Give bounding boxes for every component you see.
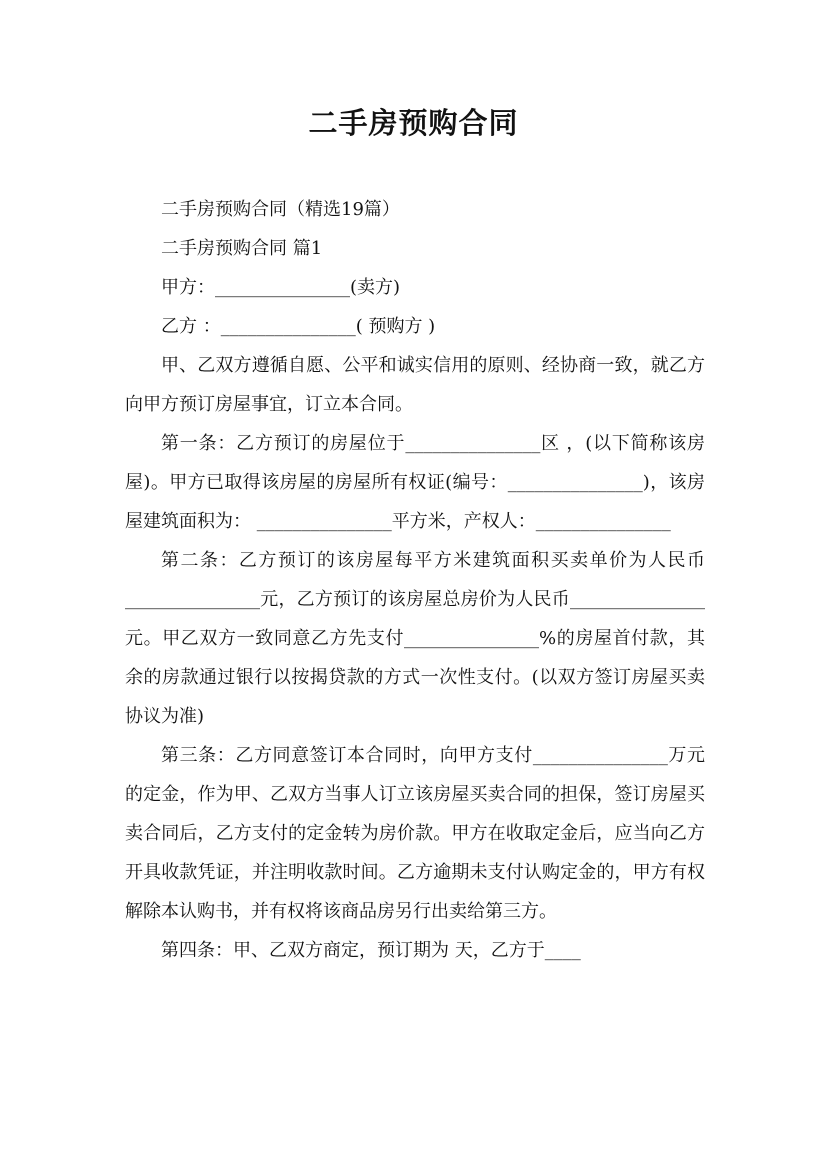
document-title: 二手房预购合同: [308, 106, 519, 140]
paragraph-article-3: 第三条：乙方同意签订本合同时，向甲方支付_______________万元的定金，作为甲、乙双方当事人订立该房屋买卖合同的担保，签订房屋买卖合同后，乙方支付的定金转为房价款。甲方在收取定金后，应当向乙方开具收款凭证，并注明收款时间。乙方逾期未支付认购定金的，甲方有权解除本认购书，并有权将该商品房另行出卖给第三方。: [125, 745, 705, 922]
paragraph-section-title: 二手房预购合同 篇1: [161, 238, 323, 259]
paragraph-party-a: 甲方：_______________(卖方): [161, 277, 401, 298]
paragraph-article-1: 第一条：乙方预订的房屋位于_______________区 ，(以下简称该房屋)。甲方已取得该房屋的房屋所有权证(编号：_______________)，该房屋建筑面积为： _______________平方米，产权人：_______________: [125, 433, 705, 532]
paragraph-party-b: 乙方 ：_______________( 预购方 ): [161, 316, 436, 337]
paragraph-heading: 二手房预购合同（精选19篇）: [161, 199, 400, 220]
paragraph-article-2: 第二条：乙方预订的该房屋每平方米建筑面积买卖单价为人民币_______________元，乙方预订的该房屋总房价为人民币_______________元。甲乙双方一致同意乙方先支付_______________%的房屋首付款，其余的房款通过银行以按揭贷款的方式一次性支付。(以双方签订房屋买卖协议为准): [125, 550, 705, 727]
document-body: [125, 190, 705, 970]
paragraph-article-4: 第四条：甲、乙双方商定，预订期为 天，乙方于____: [161, 940, 581, 961]
paragraph-preamble: 甲、乙双方遵循自愿、公平和诚实信用的原则、经协商一致，就乙方向甲方预订房屋事宜，订立本合同。: [125, 355, 705, 415]
